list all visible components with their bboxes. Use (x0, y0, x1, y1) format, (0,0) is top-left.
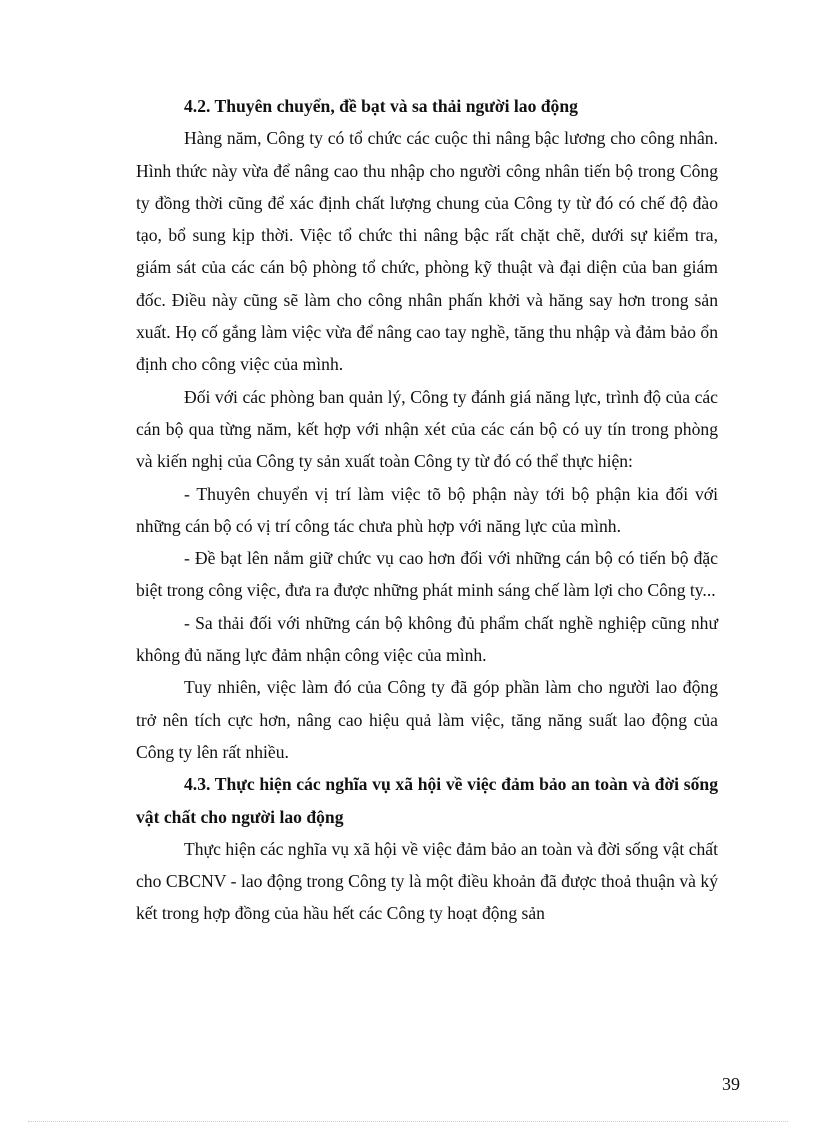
page-number: 39 (722, 1074, 740, 1094)
section-heading-4-2: 4.2. Thuyên chuyển, đề bạt và sa thải người lao động (184, 96, 578, 116)
document-page (136, 90, 718, 930)
list-item: - Sa thải đối với những cán bộ không đủ phẩm chất nghề nghiệp cũng như không đủ năng lực đảm nhận công việc của mình. (136, 612, 718, 666)
footer-divider (28, 1121, 788, 1122)
paragraph: Hàng năm, Công ty có tổ chức các cuộc thi nâng bậc lương cho công nhân. Hình thức này vừa để nâng cao thu nhập cho người công nhân tiến bộ trong Công ty đồng thời cũng để xác định chất lượng chung của Công ty từ đó có chế độ đào tạo, bổ sung kịp thời. Việc tổ chức thi nâng bậc rất chặt chẽ, dưới sự kiểm tra, giám sát của các cán bộ phòng tổ chức, phòng kỹ thuật và đại diện của ban giám đốc. Điều này cũng sẽ làm cho công nhân phấn khởi và hăng say hơn trong sản xuất. Họ cố gắng làm việc vừa để nâng cao tay nghề, tăng thu nhập và đảm bảo ổn định cho công việc của mình. (136, 128, 718, 375)
paragraph: Tuy nhiên, việc làm đó của Công ty đã góp phần làm cho người lao động trở nên tích cực hơn, nâng cao hiệu quả làm việc, tăng năng suất lao động của Công ty lên rất nhiều. (136, 677, 718, 762)
paragraph: Đối với các phòng ban quản lý, Công ty đánh giá năng lực, trình độ của các cán bộ qua từng năm, kết hợp với nhận xét của các cán bộ có uy tín trong phòng và kiến nghị của Công ty sản xuất toàn Công ty từ đó có thể thực hiện: (136, 386, 718, 472)
list-item: - Đề bạt lên nắm giữ chức vụ cao hơn đối với những cán bộ có tiến bộ đặc biệt trong công việc, đưa ra được những phát minh sáng chế làm lợi cho Công ty... (136, 548, 718, 601)
paragraph: Thực hiện các nghĩa vụ xã hội về việc đảm bảo an toàn và đời sống vật chất cho CBCNV - lao động trong Công ty là một điều khoản đã được thoả thuận và ký kết trong hợp đồng của hầu hết các Công ty hoạt động sản (136, 838, 718, 924)
section-heading-4-3: 4.3. Thực hiện các nghĩa vụ xã hội về việc đảm bảo an toàn và đời sống vật chất cho người lao động (136, 774, 718, 827)
list-item: - Thuyên chuyển vị trí làm việc tõ bộ phận này tới bộ phận kia đối với những cán bộ có vị trí công tác chưa phù hợp với năng lực của mình. (136, 483, 718, 536)
